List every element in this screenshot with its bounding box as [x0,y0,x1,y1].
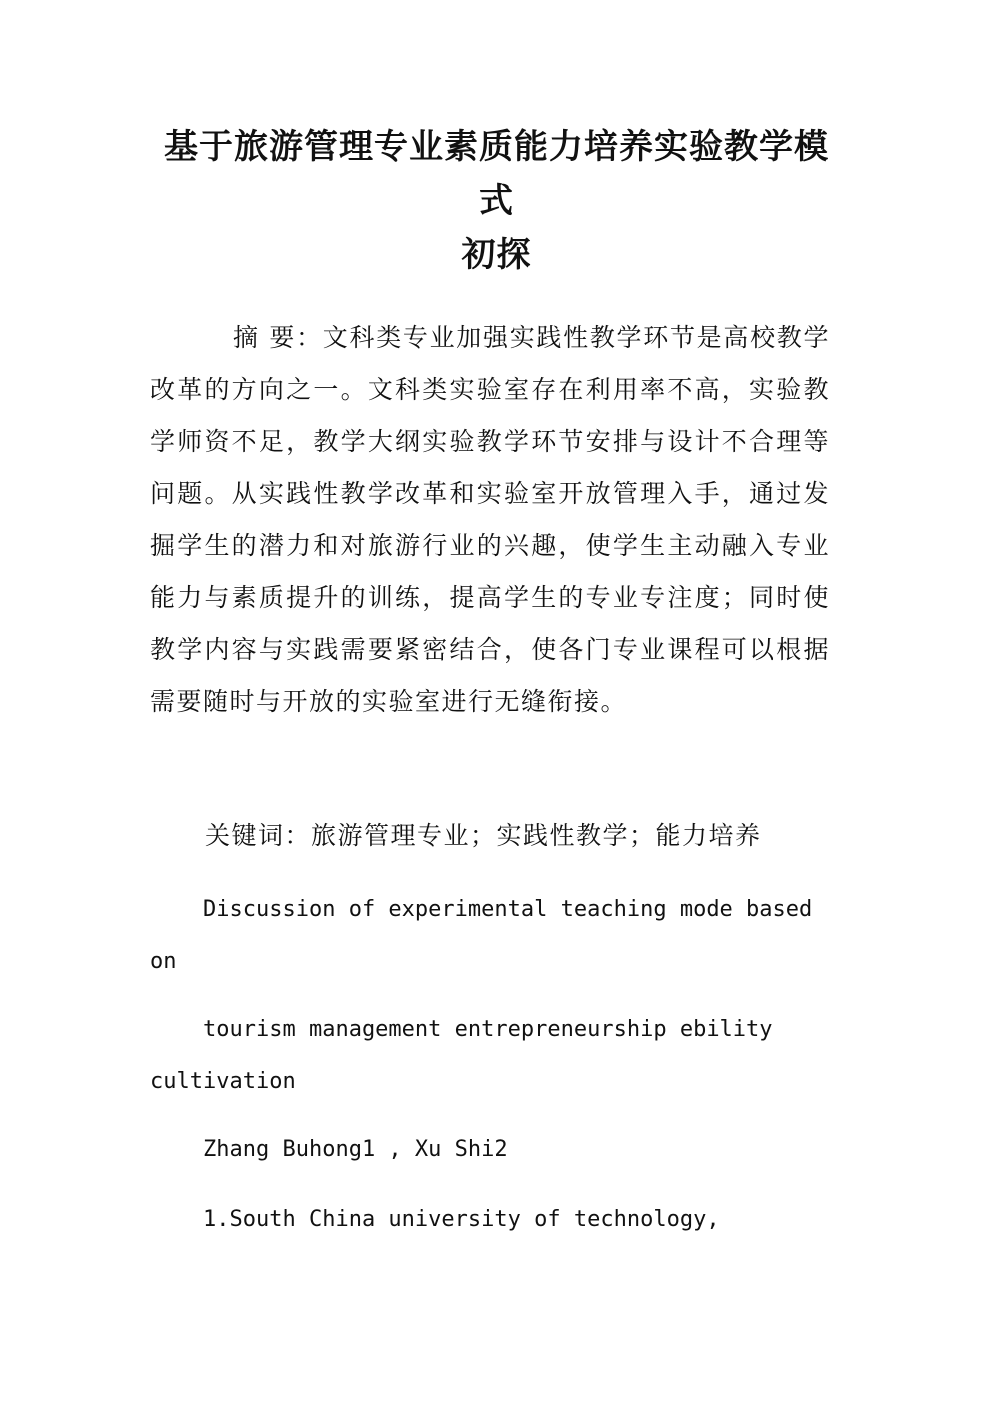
keywords-line [205,810,845,862]
paper-title [150,120,843,282]
abstract-label: 摘 要： [233,323,323,352]
english-title-line-1: Discussion of experimental teaching mode based on [150,897,813,974]
abstract-text: 文科类专业加强实践性教学环节是高校教学改革的方向之一。文科类实验室存在利用率不高，实验教学师资不足，教学大纲实验教学环节安排与设计不合理等问题。从实践性教学改革和实验室开放管理入手，通过发掘学生的潜力和对旅游行业的兴趣，使学生主动融入专业能力与素质提升的训练，提高学生的专业专注度；同时使教学内容与实践需要紧密结合，使各门专业课程可以根据需要随时与开放的实验室进行无缝衔接。 [150,323,830,716]
keywords-text: 旅游管理专业；实践性教学；能力培养 [311,821,762,850]
keywords-label: 关键词： [205,821,312,850]
english-affiliation: 1.South China university of technology, [203,1207,720,1232]
english-authors: Zhang Buhong1 , Xu Shi2 [203,1137,508,1162]
abstract-paragraph [150,312,830,728]
paper-title-line-2: 初探 [461,235,532,275]
english-title-line-2: tourism management entrepreneurship ebility cultivation [150,1017,773,1094]
paper-title-line-1: 基于旅游管理专业素质能力培养实验教学模式 [164,127,829,221]
